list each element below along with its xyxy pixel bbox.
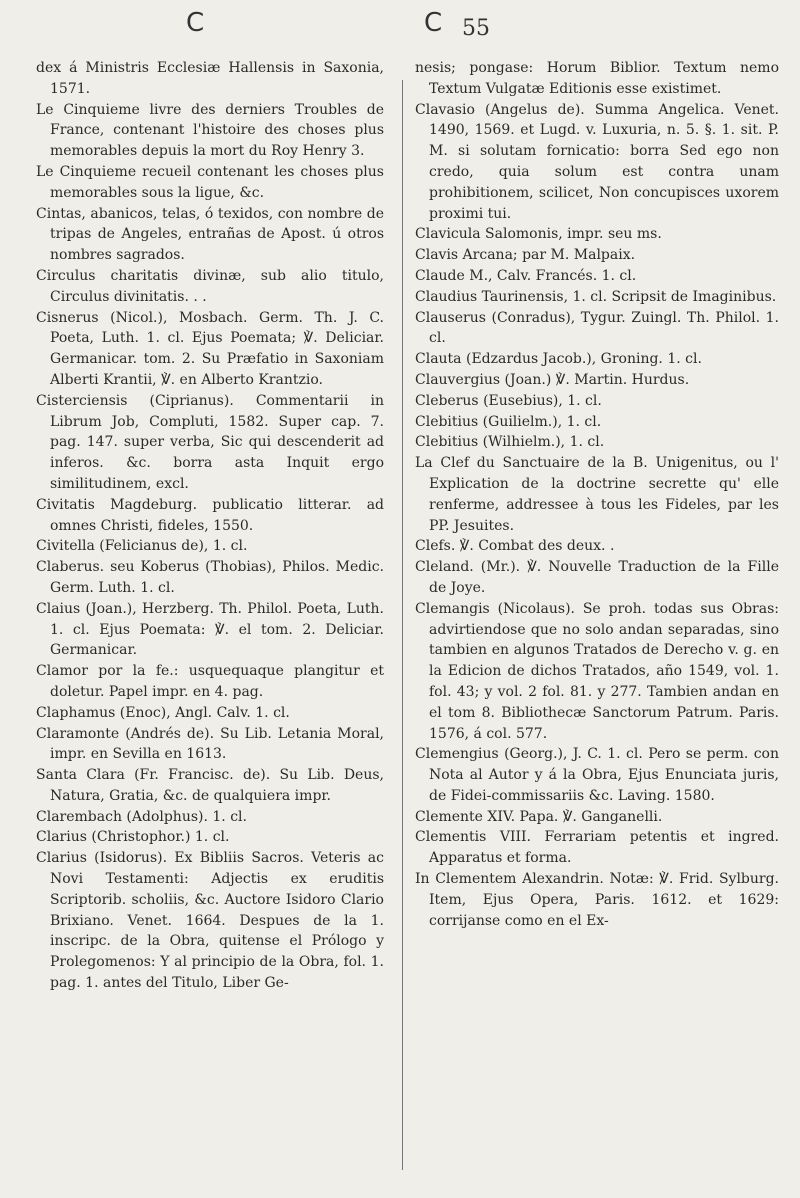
index-entry: Clamor por la fe.: usquequaque plangitur et doletur. Papel impr. en 4. pag.: [36, 663, 384, 700]
index-entry: La Clef du Sanctuaire de la B. Unigenitus, ou l' Explication de la doctrine secrette qu' elle renferme, addressee à tous les Fideles, par les PP. Jesuites.: [415, 455, 779, 534]
index-entry: Clarius (Christophor.) 1. cl.: [36, 829, 230, 846]
index-entry: nesis; pongase: Horum Biblior. Textum nemo Textum Vulgatæ Editionis esse existimet.: [415, 60, 779, 97]
index-entry: Claius (Joan.), Herzberg. Th. Philol. Poeta, Luth. 1. cl. Ejus Poemata: ℣. el tom. 2. Deliciar. Germanicar.: [36, 600, 384, 659]
index-entry: Claude M., Calv. Francés. 1. cl.: [415, 267, 637, 284]
index-entry: Clebitius (Guilielm.), 1. cl.: [415, 413, 602, 430]
index-entry: Claberus. seu Koberus (Thobias), Philos. Medic. Germ. Luth. 1. cl.: [36, 559, 384, 596]
right-column-letter-heading: C: [424, 8, 443, 38]
index-entry: Clavis Arcana; par M. Malpaix.: [415, 247, 636, 264]
index-entry: Cleberus (Eusebius), 1. cl.: [415, 392, 602, 409]
page-number: 55: [462, 16, 490, 41]
index-entry: Clauserus (Conradus), Tygur. Zuingl. Th. Philol. 1. cl.: [415, 309, 779, 347]
index-entry: Clemangis (Nicolaus). Se proh. todas sus Obras: advirtiendose que no solo andan separadas, sino tambien en algunos Tratados de Derecho v. g. en la Edicion de dichos Tratados, año 1549, vol. 1. fol. 43; y vol. 2 fol. 81. y 277. Tambien andan en el tom 8. Bibliothecæ Sanctorum Patrum. Paris. 1576, á col. 577.: [415, 600, 779, 742]
index-entry: Clemengius (Georg.), J. C. 1. cl. Pero se perm. con Nota al Autor y á la Obra, Ejus Enunciata juris, de Fidei-commissariis &c. Laving. 1580.: [415, 746, 779, 804]
index-entry: Claramonte (Andrés de). Su Lib. Letania Moral, impr. en Sevilla en 1613.: [36, 725, 384, 763]
index-entry: Claudius Taurinensis, 1. cl. Scripsit de Imaginibus.: [415, 288, 777, 305]
index-entry: Le Cinquieme livre des derniers Troubles de France, contenant l'histoire des choses plus memorables depuis la mort du Roy Henry 3.: [36, 101, 384, 160]
index-entry: dex á Ministris Ecclesiæ Hallensis in Saxonia, 1571.: [36, 60, 384, 97]
left-column-letter-heading: C: [186, 8, 205, 38]
index-entry: Claphamus (Enoc), Angl. Calv. 1. cl.: [36, 704, 290, 721]
index-entry: Clemente XIV. Papa. ℣. Ganganelli.: [415, 808, 663, 825]
index-entry: In Clementem Alexandrin. Notæ: ℣. Frid. Sylburg. Item, Ejus Opera, Paris. 1612. et 1629: corrijanse como en el Ex-: [415, 871, 779, 929]
index-entry: Clavasio (Angelus de). Summa Angelica. Venet. 1490, 1569. et Lugd. v. Luxuria, n. 5. §. 1. sit. P. M. si solutam fornicatio: borra Sed ego non credo, quia solum est contra unam prohibitionem, scilicet, Non concupisces uxorem proximi tui.: [415, 101, 779, 222]
index-entry: Santa Clara (Fr. Francisc. de). Su Lib. Deus, Natura, Gratia, &c. de qualquiera impr.: [36, 767, 384, 804]
index-entry: Cisnerus (Nicol.), Mosbach. Germ. Th. J. C. Poeta, Luth. 1. cl. Ejus Poemata; ℣. Deliciar. Germanicar. tom. 2. Su Præfatio in Saxoniam Alberti Krantii, ℣. en Alberto Krantzio.: [36, 309, 384, 388]
index-entry: Clauvergius (Joan.) ℣. Martin. Hurdus.: [415, 371, 690, 388]
index-entry: Clefs. ℣. Combat des deux. .: [415, 538, 615, 555]
column-divider: [402, 80, 403, 1170]
index-entry: Clebitius (Wilhielm.), 1. cl.: [415, 434, 605, 451]
index-entry: Circulus charitatis divinæ, sub alio titulo, Circulus divinitatis. . .: [36, 267, 384, 305]
index-entry: Clarembach (Adolphus). 1. cl.: [36, 808, 247, 825]
left-column: [36, 58, 384, 994]
index-entry: Clarius (Isidorus). Ex Bibliis Sacros. Veteris ac Novi Testamenti: Adjectis ex eruditis Scriptorib. scholiis, &c. Auctore Isidoro Clario Brixiano. Venet. 1664. Despues de la 1. inscripc. de la Obra, quitense el Prólogo y Prolegomenos: Y al principio de la Obra, fol. 1. pag. 1. antes del Titulo, Liber Ge-: [36, 850, 384, 992]
index-entry: Le Cinquieme recueil contenant les choses plus memorables sous la ligue, &c.: [36, 163, 384, 201]
index-entry: Cintas, abanicos, telas, ó texidos, con nombre de tripas de Angeles, entrañas de Apost. ú otros nombres sagrados.: [36, 205, 384, 264]
index-entry: Civitatis Magdeburg. publicatio litterar. ad omnes Christi, fideles, 1550.: [36, 496, 384, 534]
index-entry: Clavicula Salomonis, impr. seu ms.: [415, 226, 662, 243]
index-entry: Clauta (Edzardus Jacob.), Groning. 1. cl.: [415, 351, 702, 368]
index-entry: Civitella (Felicianus de), 1. cl.: [36, 538, 248, 555]
index-entry: Cleland. (Mr.). ℣. Nouvelle Traduction de la Fille de Joye.: [415, 559, 779, 596]
right-column: [415, 58, 779, 931]
index-entry: Clementis VIII. Ferrariam petentis et ingred. Apparatus et forma.: [415, 829, 779, 867]
index-entry: Cisterciensis (Ciprianus). Commentarii in Librum Job, Compluti, 1582. Super cap. 7. pag. 147. super verba, Sic qui descenderit ad inferos. &c. borra asta Inquit ergo similitudinem, excl.: [36, 392, 384, 492]
